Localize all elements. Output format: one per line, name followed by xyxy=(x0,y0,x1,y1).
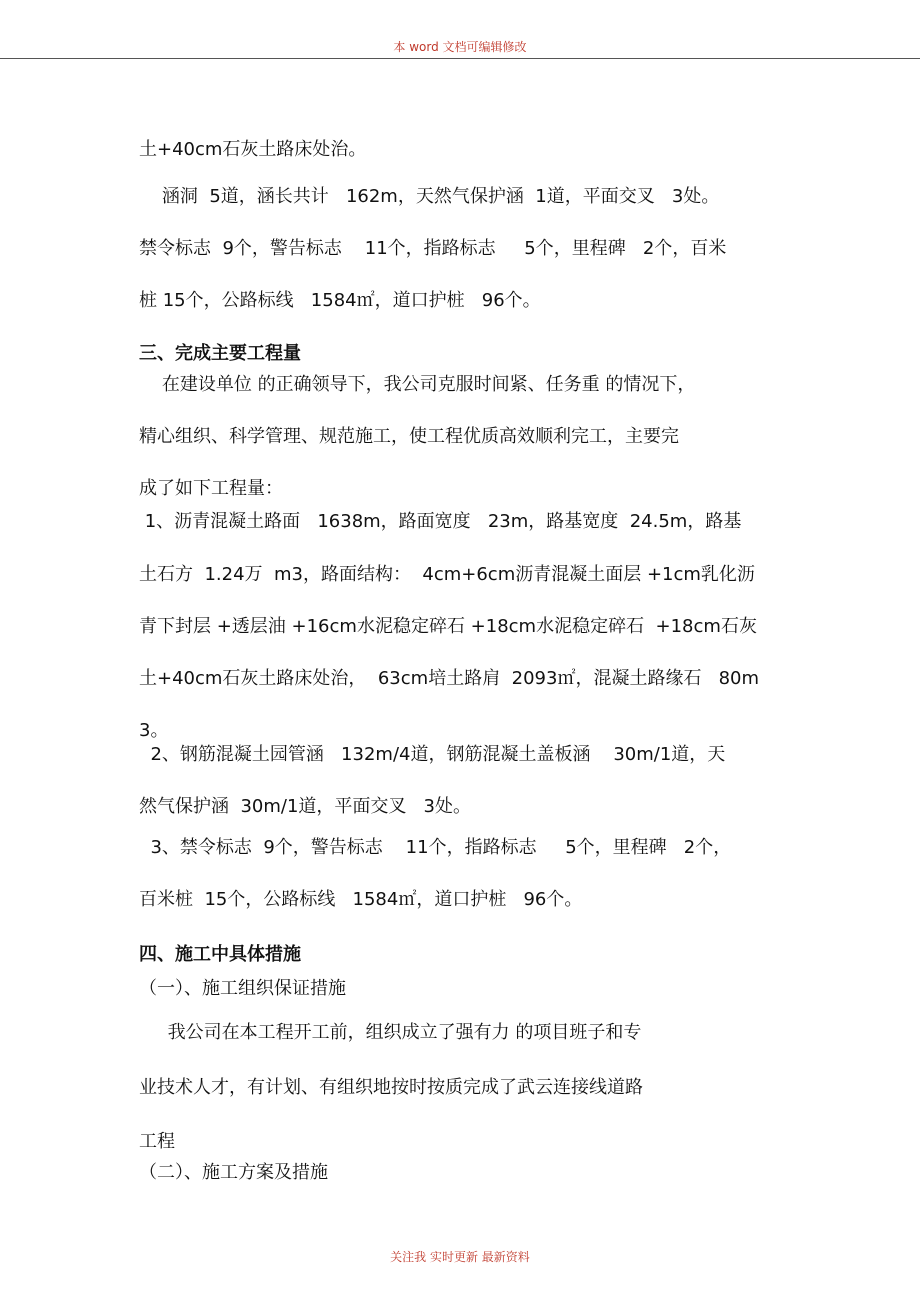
paragraph-line: 在建设单位 的正确领导下，我公司克服时间紧、任务重 的情况下， xyxy=(139,374,696,395)
paragraph-line: 桩 15个，公路标线 1584㎡，道口护桩 96个。 xyxy=(139,290,541,311)
paragraph-line: 我公司在本工程开工前，组织成立了强有力 的项目班子和专 xyxy=(139,1022,642,1043)
paragraph-line: 工程 xyxy=(139,1131,175,1152)
subsection-heading: （一）、施工组织保证措施 xyxy=(139,978,346,999)
paragraph-line: 3。 xyxy=(139,720,169,741)
header-text: 本 word 文档可编辑修改 xyxy=(393,40,527,54)
paragraph-line: 精心组织、科学管理、规范施工，使工程优质高效顺利完工，主要完 xyxy=(139,426,679,447)
header-divider xyxy=(0,58,920,59)
subsection-heading: （二）、施工方案及措施 xyxy=(139,1162,328,1183)
paragraph-line: 成了如下工程量： xyxy=(139,478,283,499)
page-footer: 关注我 实时更新 最新资料 xyxy=(390,1250,530,1264)
paragraph-line: 百米桩 15个，公路标线 1584㎡，道口护桩 96个。 xyxy=(139,889,583,910)
paragraph-line: 土+40cm石灰土路床处治。 xyxy=(139,139,367,160)
paragraph-line: 土石方 1.24万 m3，路面结构： 4cm+6cm沥青混凝土面层 +1cm乳化沥 xyxy=(139,564,755,585)
paragraph-line: 涵洞 5道，涵长共计 162m，天然气保护涵 1道，平面交叉 3处。 xyxy=(139,186,720,207)
section-heading: 三、完成主要工程量 xyxy=(139,343,301,364)
paragraph-line: 3、禁令标志 9个，警告标志 11个，指路标志 5个，里程碑 2个， xyxy=(139,837,732,858)
paragraph-line: 业技术人才，有计划、有组织地按时按质完成了武云连接线道路 xyxy=(139,1077,643,1098)
paragraph-line: 1、沥青混凝土路面 1638m，路面宽度 23m，路基宽度 24.5m，路基 xyxy=(139,511,742,532)
paragraph-line: 土+40cm石灰土路床处治， 63cm培土路肩 2093㎡，混凝土路缘石 80m xyxy=(139,668,760,689)
paragraph-line: 青下封层 +透层油 +16cm水泥稳定碎石 +18cm水泥稳定碎石 +18cm石灰 xyxy=(139,616,757,637)
section-heading: 四、施工中具体措施 xyxy=(139,944,301,965)
paragraph-line: 禁令标志 9个，警告标志 11个，指路标志 5个，里程碑 2个，百米 xyxy=(139,238,727,259)
paragraph-line: 2、钢筋混凝土园管涵 132m/4道，钢筋混凝土盖板涵 30m/1道，天 xyxy=(139,744,726,765)
paragraph-line: 然气保护涵 30m/1道，平面交叉 3处。 xyxy=(139,796,472,817)
